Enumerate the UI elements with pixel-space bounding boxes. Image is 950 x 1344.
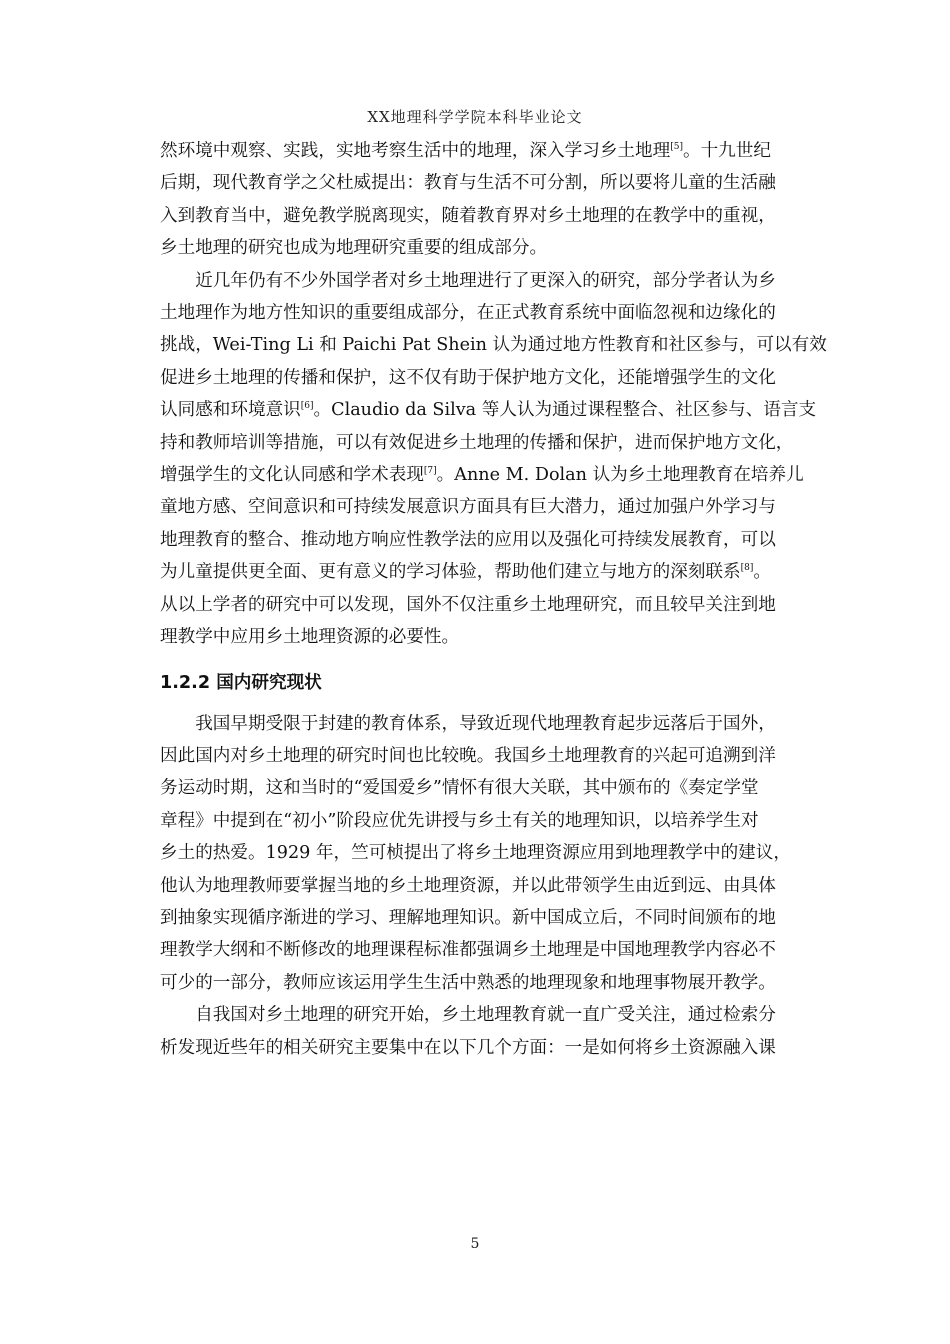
- text-line: 促进乡土地理的传播和保护，这不仅有助于保护地方文化，还能增强学生的文化: [160, 367, 776, 388]
- paragraph-4: [160, 999, 840, 1064]
- text-line: 析发现近些年的相关研究主要集中在以下几个方面：一是如何将乡土资源融入课: [160, 1037, 776, 1058]
- text-line: 因此国内对乡土地理的研究时间也比较晚。我国乡土地理教育的兴起可追溯到洋: [160, 745, 776, 766]
- text-line: [160, 708, 840, 740]
- text-line: [160, 265, 840, 297]
- body-text: [160, 135, 840, 1064]
- text-line: [160, 135, 840, 167]
- text-line: 理教学大纲和不断修改的地理课程标准都强调乡土地理是中国地理教学内容必不: [160, 940, 776, 961]
- text-segment: 增强学生的文化认同感和学术表现: [160, 465, 424, 486]
- text-line: 挑战，Wei-Ting Li 和 Paichi Pat Shein 认为通过地方性教育和社区参与，可以有效: [160, 335, 827, 356]
- citation-ref: [6]: [300, 401, 314, 412]
- text-line: 他认为地理教师要掌握当地的乡土地理资源，并以此带领学生由近到远、由具体: [160, 875, 776, 896]
- text-line: 乡土地理的研究也成为地理研究重要的组成部分。: [160, 238, 548, 259]
- text-segment: 认同感和环境意识: [160, 400, 301, 421]
- page-number: 5: [470, 1236, 480, 1252]
- citation-ref: [8]: [740, 563, 754, 574]
- text-line: 童地方感、空间意识和可持续发展意识方面具有巨大潜力，通过加强户外学习与: [160, 497, 776, 518]
- citation-ref: [5]: [670, 142, 683, 153]
- header-rule: [160, 128, 790, 129]
- text-segment: 近几年仍有不少外国学者对乡土地理进行了更深入的研究，部分学者认为乡: [195, 270, 776, 291]
- text-line: 土地理作为地方性知识的重要组成部分，在正式教育系统中面临忽视和边缘化的: [160, 303, 776, 324]
- text-line: 务运动时期，这和当时的“爱国爱乡”情怀有很大关联，其中颁布的《奏定学堂: [160, 778, 759, 799]
- text-line: 持和教师培训等措施，可以有效促进乡土地理的传播和保护，进而保护地方文化，: [160, 432, 794, 453]
- text-line: [160, 556, 840, 588]
- running-header: XX地理科学学院本科毕业论文: [367, 108, 583, 126]
- text-line: 从以上学者的研究中可以发现，国外不仅注重乡土地理研究，而且较早关注到地: [160, 594, 776, 615]
- text-segment: 。Claudio da Silva 等人认为通过课程整合、社区参与、语言支: [313, 400, 817, 421]
- text-segment: 。Anne M. Dolan 认为乡土地理教育在培养儿: [436, 465, 804, 486]
- text-segment: 。十九世纪: [682, 141, 771, 161]
- section-heading: 1.2.2 国内研究现状: [160, 672, 322, 693]
- text-line: 可少的一部分，教师应该运用学生生活中熟悉的地理现象和地理事物展开教学。: [160, 972, 776, 993]
- text-segment: 然环境中观察、实践，实地考察生活中的地理，深入学习乡土地理: [160, 141, 671, 161]
- text-line: [160, 999, 840, 1031]
- text-segment: 我国早期受限于封建的教育体系，导致近现代地理教育起步远落后于国外，: [195, 713, 776, 734]
- text-segment: 自我国对乡土地理的研究开始，乡土地理教育就一直广受关注，通过检索分: [195, 1005, 776, 1026]
- text-segment: 为儿童提供更全面、更有意义的学习体验，帮助他们建立与地方的深刻联系: [160, 562, 741, 583]
- text-line: 入到教育当中，避免教学脱离现实，随着教育界对乡土地理的在教学中的重视，: [160, 205, 776, 226]
- paragraph-1: [160, 135, 840, 265]
- text-line: 后期，现代教育学之父杜威提出：教育与生活不可分割，所以要将儿童的生活融: [160, 173, 776, 194]
- text-line: 到抽象实现循序渐进的学习、理解地理知识。新中国成立后，不同时间颁布的地: [160, 907, 776, 928]
- paragraph-2: [160, 265, 840, 654]
- text-line: 章程》中提到在“初小”阶段应优先讲授与乡土有关的地理知识，以培养学生对: [160, 810, 759, 831]
- citation-ref: [7]: [423, 466, 437, 477]
- text-line: [160, 459, 840, 491]
- paragraph-3: [160, 708, 840, 1000]
- text-line: [160, 394, 840, 426]
- text-line: 地理教育的整合、推动地方响应性教学法的应用以及强化可持续发展教育，可以: [160, 529, 776, 550]
- text-line: 理教学中应用乡土地理资源的必要性。: [160, 627, 460, 648]
- text-line: 乡土的热爱。1929 年，竺可桢提出了将乡土地理资源应用到地理教学中的建议，: [160, 843, 791, 864]
- text-segment: 。: [753, 562, 771, 583]
